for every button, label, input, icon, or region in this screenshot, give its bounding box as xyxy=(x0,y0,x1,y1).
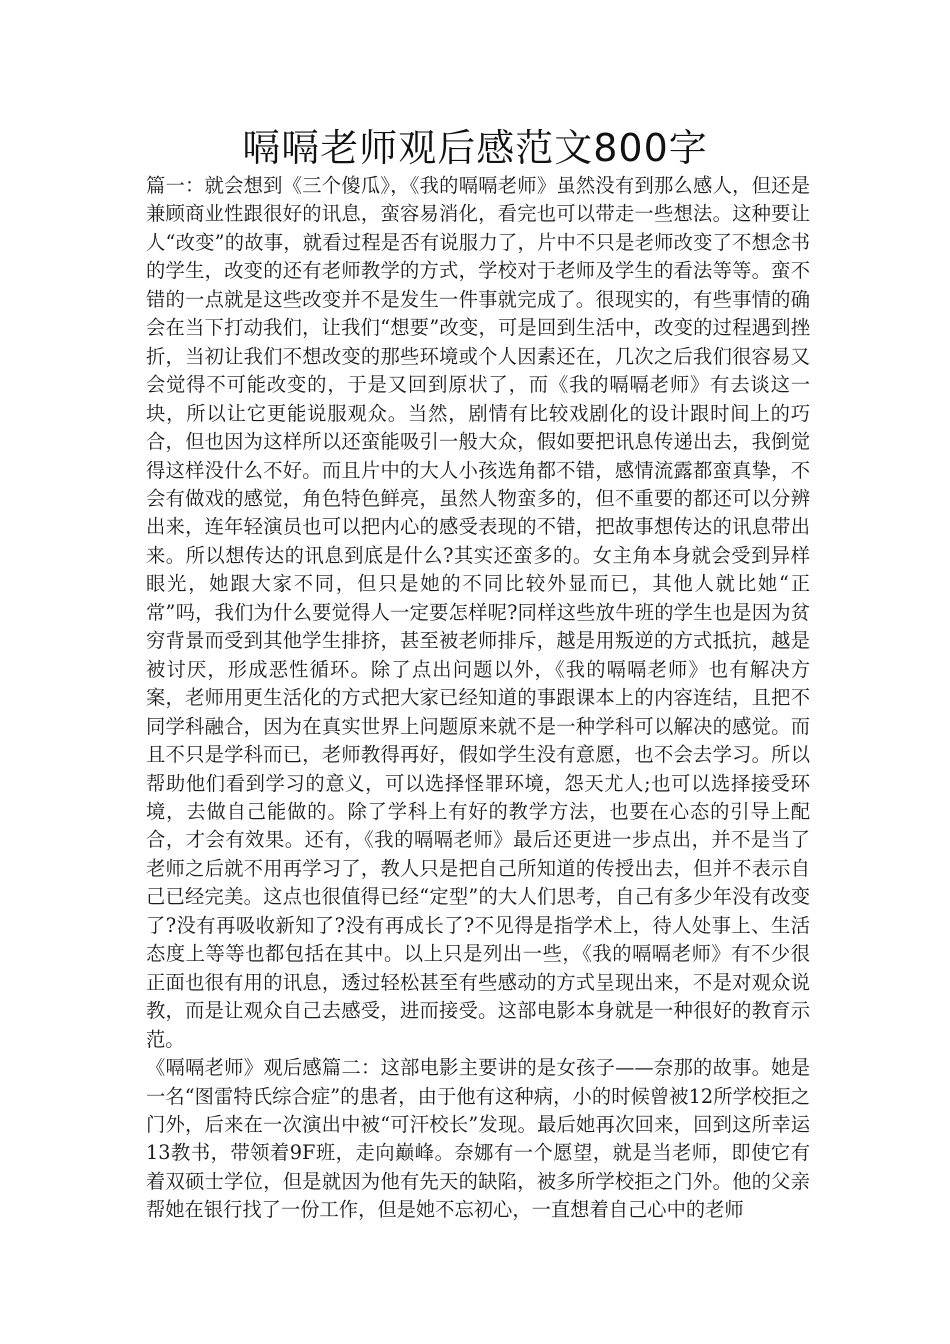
paragraph-1: 篇一：就会想到《三个傻瓜》，《我的嗝嗝老师》虽然没有到那么感人，但还是兼顾商业性跟很好的讯息，蛮容易消化，看完也可以带走一些想法。这种要让人“改变”的故事，就看过程是否有说服力了，片中不只是老师改变了不想念书的学生，改变的还有老师教学的方式，学校对于老师及学生的看法等等。蛮不错的一点就是这些改变并不是发生一件事就完成了。很现实的，有些事情的确会在当下打动我们，让我们“想要”改变，可是回到生活中，改变的过程遇到挫折，当初让我们不想改变的那些环境或个人因素还在，几次之后我们很容易又会觉得不可能改变的，于是又回到原状了，而《我的嗝嗝老师》有去谈这一块，所以让它更能说服观众。当然，剧情有比较戏剧化的设计跟时间上的巧合，但也因为这样所以还蛮能吸引一般大众，假如要把讯息传递出去，我倒觉得这样没什么不好。而且片中的大人小孩选角都不错，感情流露都蛮真挚，不会有做戏的感觉，角色特色鲜亮，虽然人物蛮多的，但不重要的都还可以分辨出来，连年轻演员也可以把内心的感受表现的不错，把故事想传达的讯息带出来。所以想传达的讯息到底是什么?其实还蛮多的。女主角本身就会受到异样眼光，她跟大家不同，但只是她的不同比较外显而已，其他人就比她“正常”吗，我们为什么要觉得人一定要怎样呢?同样这些放牛班的学生也是因为贫穷背景而受到其他学生排挤，甚至被老师排斥，越是用叛逆的方式抵抗，越是被讨厌，形成恶性循环。除了点出问题以外，《我的嗝嗝老师》也有解决方案，老师用更生活化的方式把大家已经知道的事跟课本上的内容连结，且把不同学科融合，因为在真实世界上问题原来就不是一种学科可以解决的感觉。而且不只是学科而已，老师教得再好，假如学生没有意愿，也不会去学习。所以帮助他们看到学习的意义，可以选择怪罪环境，怨天尤人;也可以选择接受环境，去做自己能做的。除了学科上有好的教学方法，也要在心态的引导上配合，才会有效果。还有，《我的嗝嗝老师》最后还更进一步点出，并不是当了老师之后就不用再学习了，教人只是把自己所知道的传授出去，但并不表示自己已经完美。这点也很值得已经“定型”的大人们思考，自己有多少年没有改变了?没有再吸收新知了?没有再成长了?不见得是指学术上，待人处事上、生活态度上等等也都包括在其中。以上只是列出一些，《我的嗝嗝老师》有不少很正面也很有用的讯息，透过轻松甚至有些感动的方式呈现出来，不是对观众说教，而是让观众自己去感受，进而接受。这部电影本身就是一种很好的教育示范。 xyxy=(146,174,810,1051)
document-title: 嗝嗝老师观后感范文800字 xyxy=(242,126,708,170)
document-body xyxy=(146,172,810,1225)
paragraph-2: 《嗝嗝老师》观后感篇二：这部电影主要讲的是女孩子——奈那的故事。她是一名“图雷特氏综合症”的患者，由于他有这种病，小的时候曾被12所学校拒之门外，后来在一次演出中被“可汗校长”发现。最后她再次回来，回到这所幸运13教书，带领着9F班，走向巅峰。奈娜有一个愿望，就是当老师，即使它有着双硕士学位，但是就因为他有先天的缺陷，被多所学校拒之门外。他的父亲帮她在银行找了一份工作，但是她不忘初心，一直想着自己心中的老师 xyxy=(146,1056,810,1222)
